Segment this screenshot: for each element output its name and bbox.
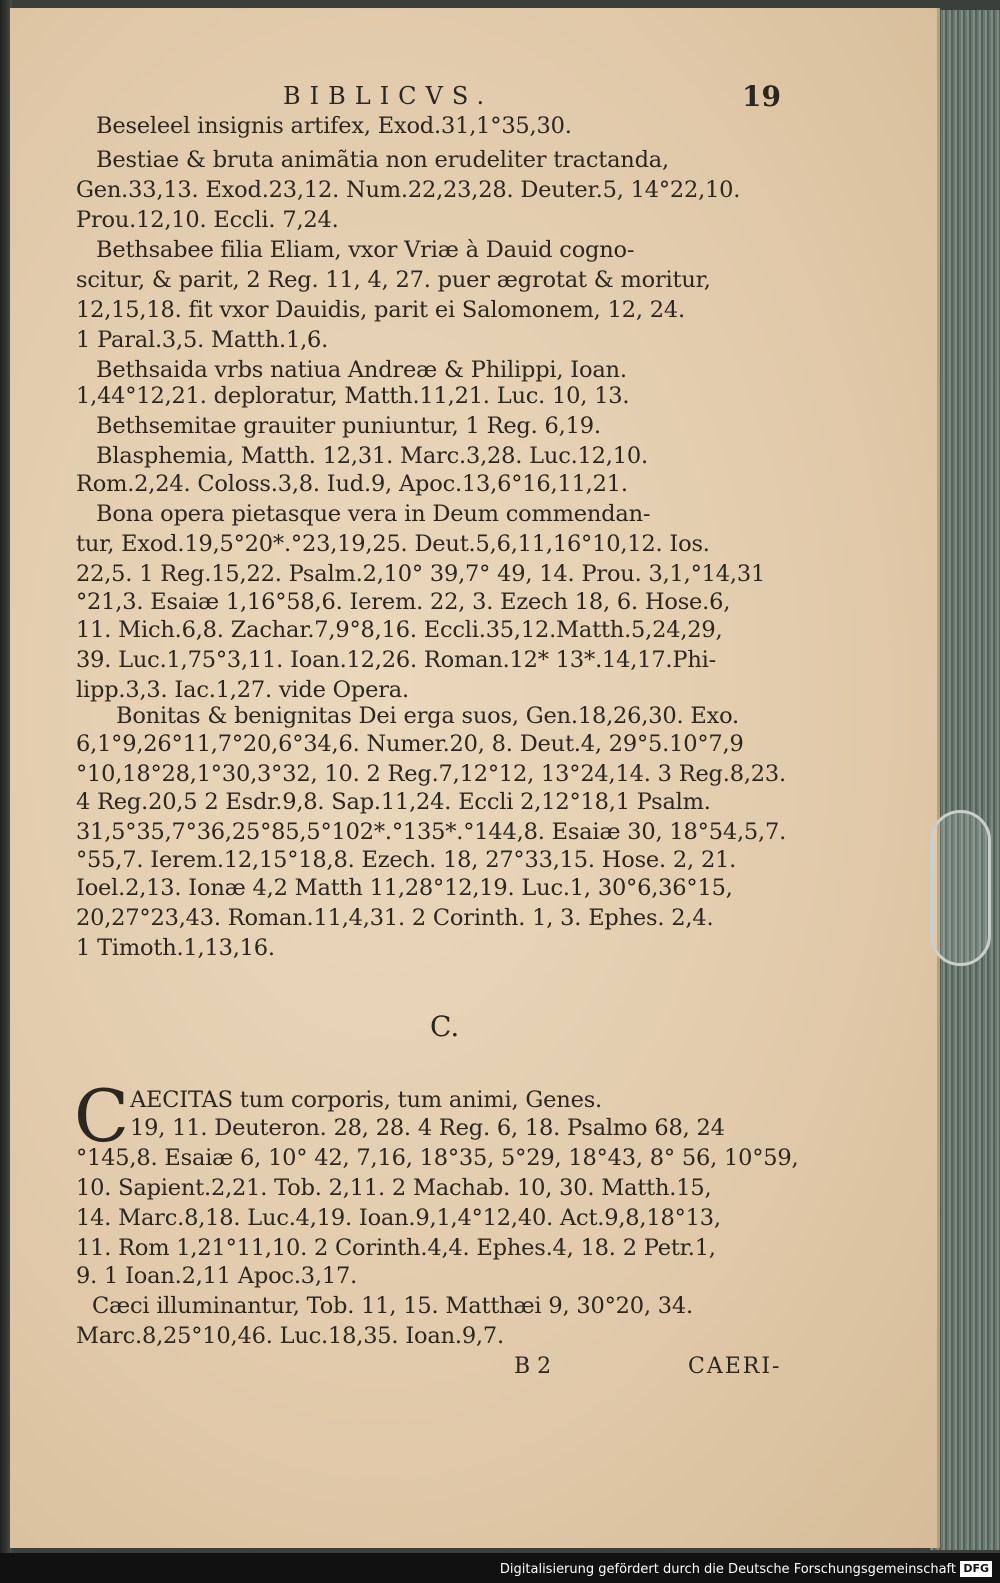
entry-line: tur, Exod.19,5°20*.°23,19,25. Deut.5,6,11,16°10,12. Ios. xyxy=(76,531,710,557)
entry-line: Bethsemitae grauiter puniuntur, 1 Reg. 6,19. xyxy=(96,413,601,439)
entry-line: °145,8. Esaiæ 6, 10° 42, 7,16, 18°35, 5°29, 18°43, 8° 56, 10°59, xyxy=(76,1145,799,1171)
entry-line: Bethsaida vrbs natiua Andreæ & Philippi, Ioan. xyxy=(96,357,627,383)
book-page-edges xyxy=(930,10,1000,1550)
catchword: CAERI- xyxy=(688,1354,782,1379)
running-header: BIBLICVS. xyxy=(283,82,494,110)
entry-line: Prou.12,10. Eccli. 7,24. xyxy=(76,207,339,233)
entry-line: 1 Paral.3,5. Matth.1,6. xyxy=(76,327,329,353)
entry-line: °10,18°28,1°30,3°32, 10. 2 Reg.7,12°12, 13°24,14. 3 Reg.8,23. xyxy=(76,761,786,787)
entry-line: Marc.8,25°10,46. Luc.18,35. Ioan.9,7. xyxy=(76,1323,504,1349)
entry-line: Ioel.2,13. Ionæ 4,2 Matth 11,28°12,19. Luc.1, 30°6,36°15, xyxy=(76,875,733,901)
page-clip xyxy=(930,810,991,966)
section-heading: C. xyxy=(430,1010,460,1043)
entry-line: Cæci illuminantur, Tob. 11, 15. Matthæi 9, 30°20, 34. xyxy=(92,1293,693,1319)
entry-line: Blasphemia, Matth. 12,31. Marc.3,28. Luc.12,10. xyxy=(96,443,648,469)
entry-line: Gen.33,13. Exod.23,12. Num.22,23,28. Deuter.5, 14°22,10. xyxy=(76,177,741,203)
entry-line: 20,27°23,43. Roman.11,4,31. 2 Corinth. 1, 3. Ephes. 2,4. xyxy=(76,905,714,931)
entry-line: 31,5°35,7°36,25°85,5°102*.°135*.°144,8. Esaiæ 30, 18°54,5,7. xyxy=(76,819,787,845)
entry-line: 19, 11. Deuteron. 28, 28. 4 Reg. 6, 18. Psalmo 68, 24 xyxy=(130,1115,725,1141)
entry-line: 11. Rom 1,21°11,10. 2 Corinth.4,4. Ephes.4, 18. 2 Petr.1, xyxy=(76,1235,716,1261)
entry-line: °55,7. Ierem.12,15°18,8. Ezech. 18, 27°33,15. Hose. 2, 21. xyxy=(76,847,737,873)
entry-line: 11. Mich.6,8. Zachar.7,9°8,16. Eccli.35,12.Matth.5,24,29, xyxy=(76,617,723,643)
page-number: 19 xyxy=(742,80,781,113)
entry-line: lipp.3,3. Iac.1,27. vide Opera. xyxy=(76,677,409,703)
entry-line: 10. Sapient.2,21. Tob. 2,11. 2 Machab. 10, 30. Matth.15, xyxy=(76,1175,712,1201)
entry-line: 12,15,18. fit vxor Dauidis, parit ei Salomonem, 12, 24. xyxy=(76,297,685,323)
entry-line: Bonitas & benignitas Dei erga suos, Gen.18,26,30. Exo. xyxy=(116,703,739,729)
dfg-logo: DFG xyxy=(960,1561,992,1577)
entry-line: Bona opera pietasque vera in Deum commendan- xyxy=(96,501,651,527)
entry-line: 1 Timoth.1,13,16. xyxy=(76,935,275,961)
entry-line: °21,3. Esaiæ 1,16°58,6. Ierem. 22, 3. Ezech 18, 6. Hose.6, xyxy=(76,589,731,615)
entry-line: Beseleel insignis artifex, Exod.31,1°35,30. xyxy=(96,113,572,139)
footer-credit: Digitalisierung gefördert durch die Deutsche Forschungsgemeinschaft xyxy=(499,1562,956,1577)
entry-line: 14. Marc.8,18. Luc.4,19. Ioan.9,1,4°12,40. Act.9,8,18°13, xyxy=(76,1205,721,1231)
entry-line: 39. Luc.1,75°3,11. Ioan.12,26. Roman.12* 13*.14,17.Phi- xyxy=(76,647,717,673)
entry-line: AECITAS tum corporis, tum animi, Genes. xyxy=(130,1087,602,1113)
entry-line: 1,44°12,21. deploratur, Matth.11,21. Luc. 10, 13. xyxy=(76,383,630,409)
entry-line: scitur, & parit, 2 Reg. 11, 4, 27. puer ægrotat & moritur, xyxy=(76,267,711,293)
signature-mark: B 2 xyxy=(514,1354,552,1379)
entry-line: 4 Reg.20,5 2 Esdr.9,8. Sap.11,24. Eccli 2,12°18,1 Psalm. xyxy=(76,789,711,815)
entry-line: Bethsabee filia Eliam, vxor Vriæ à Dauid cogno- xyxy=(96,237,635,263)
entry-line: 22,5. 1 Reg.15,22. Psalm.2,10° 39,7° 49, 14. Prou. 3,1,°14,31 xyxy=(76,561,766,587)
entry-line: 9. 1 Ioan.2,11 Apoc.3,17. xyxy=(76,1263,358,1289)
entry-line: Bestiae & bruta animãtia non erudeliter tractanda, xyxy=(96,147,669,173)
drop-capital: C xyxy=(74,1074,130,1158)
entry-line: 6,1°9,26°11,7°20,6°34,6. Numer.20, 8. Deut.4, 29°5.10°7,9 xyxy=(76,731,744,757)
entry-line: Rom.2,24. Coloss.3,8. Iud.9, Apoc.13,6°16,11,21. xyxy=(76,471,628,497)
